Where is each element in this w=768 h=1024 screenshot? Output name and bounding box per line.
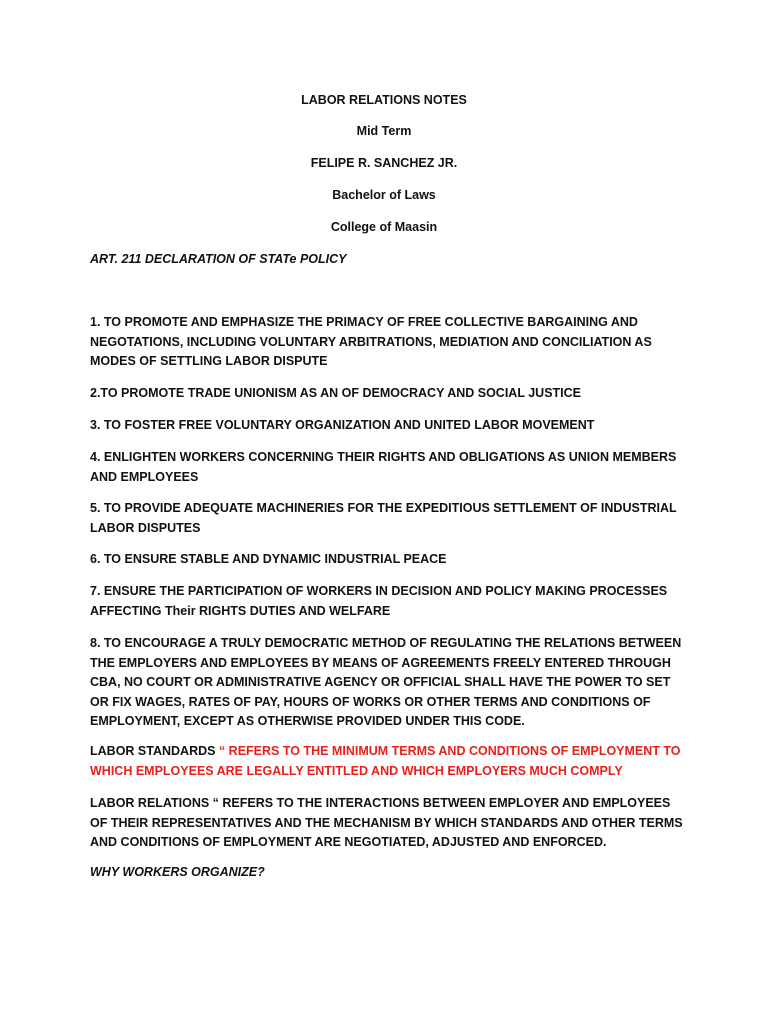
labor-standards-paragraph xyxy=(90,742,690,781)
labor-relations-paragraph: LABOR RELATIONS “ REFERS TO THE INTERACTIONS BETWEEN EMPLOYER AND EMPLOYEES OF THEIR REPRESENTATIVES AND THE MECHANISM BY WHICH STANDARDS AND OTHER TERMS AND CONDITIONS OF EMPLOYMENT ARE NEGOTIATED, ADJUSTED AND ENFORCED. xyxy=(90,796,683,849)
closing-question: WHY WORKERS ORGANIZE? xyxy=(90,865,265,879)
labor-standards-term: LABOR STANDARDS xyxy=(90,744,216,758)
policy-item-1: 1. TO PROMOTE AND EMPHASIZE THE PRIMACY OF FREE COLLECTIVE BARGAINING AND NEGOTATIONS, INCLUDING VOLUNTARY ARBITRATIONS, MEDIATION AND CONCILIATION AS MODES OF SETTLING LABOR DISPUTE xyxy=(90,315,652,368)
policy-item-6: 6. TO ENSURE STABLE AND DYNAMIC INDUSTRIAL PEACE xyxy=(90,552,447,566)
policy-item-3: 3. TO FOSTER FREE VOLUNTARY ORGANIZATION AND UNITED LABOR MOVEMENT xyxy=(90,418,595,432)
policy-item-8: 8. TO ENCOURAGE A TRULY DEMOCRATIC METHOD OF REGULATING THE RELATIONS BETWEEN THE EMPLOYERS AND EMPLOYEES BY MEANS OF AGREEMENTS FREELY ENTERED THROUGH CBA, NO COURT OR ADMINISTRATIVE AGENCY OR OFFICIAL SHALL HAVE THE POWER TO SET OR FIX WAGES, RATES OF PAY, HOURS OF WORKS OR OTHER TERMS AND CONDITIONS OF EMPLOYMENT, EXCEPT AS OTHERWISE PROVIDED UNDER THIS CODE. xyxy=(90,636,682,728)
document-school: College of Maasin xyxy=(330,220,438,234)
policy-item-5: 5. TO PROVIDE ADEQUATE MACHINERIES FOR THE EXPEDITIOUS SETTLEMENT OF INDUSTRIAL LABOR DISPUTES xyxy=(90,501,677,535)
policy-item-4: 4. ENLIGHTEN WORKERS CONCERNING THEIR RIGHTS AND OBLIGATIONS AS UNION MEMBERS AND EMPLOYEES xyxy=(90,450,677,484)
document-degree: Bachelor of Laws xyxy=(332,188,436,202)
document-title: LABOR RELATIONS NOTES xyxy=(301,93,467,107)
document-term: Mid Term xyxy=(356,124,412,138)
policy-item-2: 2.TO PROMOTE TRADE UNIONISM AS AN OF DEMOCRACY AND SOCIAL JUSTICE xyxy=(90,386,582,400)
article-heading: ART. 211 DECLARATION OF STATe POLICY xyxy=(90,252,347,266)
policy-item-7: 7. ENSURE THE PARTICIPATION OF WORKERS IN DECISION AND POLICY MAKING PROCESSES AFFECTING Their RIGHTS DUTIES AND WELFARE xyxy=(90,584,668,618)
labor-standards-definition: “ REFERS TO THE MINIMUM TERMS AND CONDITIONS OF EMPLOYMENT TO WHICH EMPLOYEES ARE LEGALLY ENTITLED AND WHICH EMPLOYERS MUCH COMPLY xyxy=(90,744,681,778)
document-author: FELIPE R. SANCHEZ JR. xyxy=(310,156,458,170)
